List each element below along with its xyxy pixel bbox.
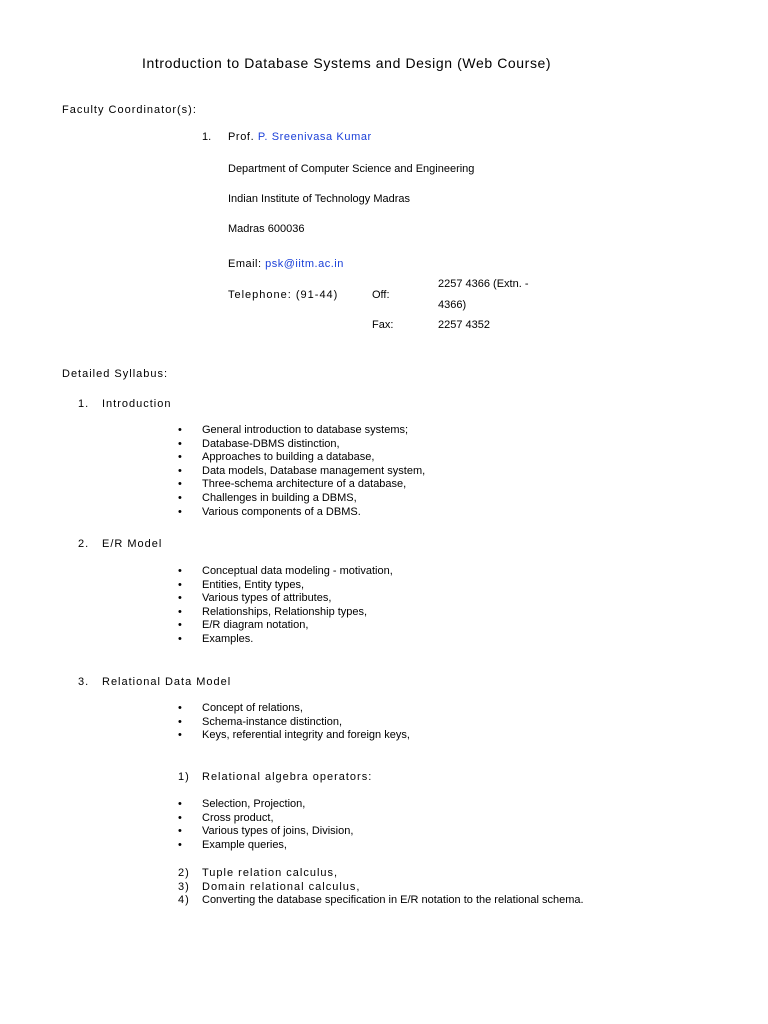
item-number: 4) <box>178 894 190 907</box>
section-heading-relational-data-model <box>78 675 231 689</box>
bullet-icon: • <box>178 464 182 477</box>
bullet-icon: • <box>178 702 182 714</box>
fax-number: 2257 4352 <box>438 319 490 331</box>
bullet-icon: • <box>178 811 182 824</box>
section-number: 2. <box>78 538 90 550</box>
fax-label: Fax: <box>372 319 394 331</box>
syllabus-heading: Detailed Syllabus: <box>62 368 169 380</box>
section-number: 1. <box>78 398 90 410</box>
bullet-icon: • <box>178 478 182 491</box>
off-number-line2: 4366) <box>438 299 467 311</box>
section-heading-introduction <box>78 397 171 411</box>
item-number: 3) <box>178 880 190 893</box>
calculus-list <box>178 867 584 908</box>
numbered-item <box>178 894 584 908</box>
off-label: Off: <box>372 289 390 301</box>
faculty-number: 1. <box>202 131 212 143</box>
section-heading-er-model <box>78 537 162 551</box>
item-text: Converting the database specification in E/R notation to the relational schema. <box>202 894 584 907</box>
faculty-name-link[interactable]: P. Sreenivasa Kumar <box>257 131 372 143</box>
bullet-icon: • <box>178 565 182 577</box>
bullet-icon: • <box>178 715 182 728</box>
section-title: Introduction <box>102 398 172 410</box>
bullet-icon: • <box>178 729 182 742</box>
bullet-icon: • <box>178 605 182 618</box>
bullet-icon: • <box>178 592 182 605</box>
numbered-item <box>178 867 584 881</box>
sub-title: Relational algebra operators: <box>202 771 373 783</box>
bullet-icon: • <box>178 825 182 838</box>
subheading-relational-algebra <box>178 770 372 784</box>
numbered-item <box>178 881 584 895</box>
prof-prefix: Prof. <box>228 131 255 143</box>
bullet-icon: • <box>178 838 182 851</box>
department-text: Department of Computer Science and Engineering <box>228 163 475 175</box>
section-title: E/R Model <box>102 538 163 550</box>
city-text: Madras 600036 <box>228 223 305 235</box>
document-page: Introduction to Database Systems and Design (Web Course) Faculty Coordinator(s): 1. Prof. P. Sreenivasa Kumar Department of Computer Science and Engineering Indian Institute of Technology Madras Madras 600036 Email: psk@iitm.ac.in Telephone: (91-44) Off: 2257 4366 (Extn. - 4366) Fax: 2257 4352 Detailed Syllabus: 1. Introduction • General introduction to database systems; • Database-DBMS distinction, • Approaches to building a database, • Data models, Database management system, • Three-schema architecture of a database, • Challenges in building a DBMS, • Various components of a DBMS. 2. E/R Model • Conceptual data modeling - motivation, • Entities, Entity types, • Various types of attributes, • Relationships, Relationship types, • E/R diagram notation, • Examples. 3. Relational Data Model • Concept of relations, • Schema-instance distinction, • Keys, referential integrity and foreign keys, 1) Relational algebra operators: • Selection, Projection, • Cross product, • Various types of joins, Division, • Example queries, 2) Tuple relation calculus, 3) Domain relational calculus, 4) Converting the database specification in E/R notation to the relational schema. <box>62 55 584 907</box>
page-title: Introduction to Database Systems and Design (Web Course) <box>142 55 552 71</box>
faculty-heading: Faculty Coordinator(s): <box>62 104 197 116</box>
item-number: 2) <box>178 867 190 879</box>
email-link[interactable]: psk@iitm.ac.in <box>265 258 344 270</box>
bullet-icon: • <box>178 632 182 645</box>
bullet-icon: • <box>178 578 182 591</box>
item-text: Domain relational calculus, <box>202 880 361 893</box>
bullet-icon: • <box>178 619 182 632</box>
item-text: Tuple relation calculus, <box>202 867 339 879</box>
bullet-icon: • <box>178 451 182 464</box>
institute-text: Indian Institute of Technology Madras <box>228 193 411 205</box>
email-line <box>228 257 344 271</box>
bullet-icon: • <box>178 437 182 450</box>
bullet-icon: • <box>178 505 182 518</box>
section-title: Relational Data Model <box>102 676 232 688</box>
bullet-icon: • <box>178 424 182 436</box>
bullet-icon: • <box>178 798 182 810</box>
email-label: Email: <box>228 258 262 270</box>
faculty-name-line <box>228 130 372 144</box>
section-number: 3. <box>78 676 90 688</box>
off-number-line1: 2257 4366 (Extn. - <box>438 278 529 290</box>
bullet-icon: • <box>178 491 182 504</box>
sub-number: 1) <box>178 771 190 783</box>
telephone-label: Telephone: (91-44) <box>228 289 339 301</box>
